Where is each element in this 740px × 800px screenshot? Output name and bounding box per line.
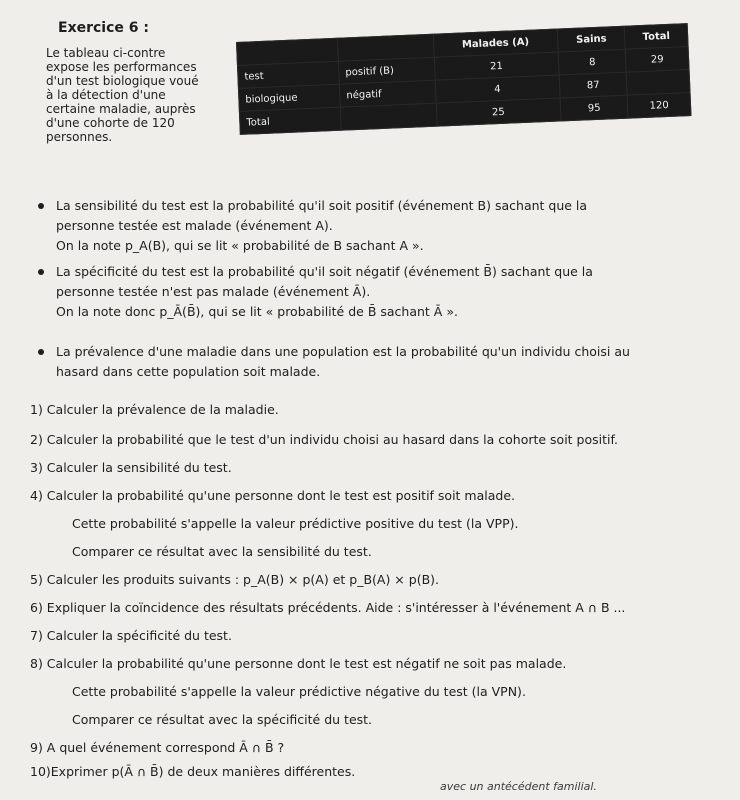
table-cell: 95 [560,95,628,121]
definition-line: personne testée n'est pas malade (événement Ā). [56,284,371,299]
table-cell: 8 [558,49,626,75]
bullet-dot [38,349,44,355]
definition-line: La prévalence d'une maladie dans une population est la probabilité qu'un individu choisi au [56,344,630,359]
intro-line: d'un test biologique voué [46,74,199,88]
definition-line: La spécificité du test est la probabilité qu'il soit négatif (événement B̄) sachant que la [56,264,593,279]
footer-note: avec un antécédent familial. [440,780,597,793]
question-4: 4) Calculer la probabilité qu'une personne dont le test est positif soit malade. [30,488,515,503]
table-header-cell: Sains [557,26,625,52]
table-header-cell: Malades (A) [433,29,558,57]
definition-prevalence [34,342,630,382]
question-4-compare: Comparer ce résultat avec la sensibilité du test. [72,544,372,559]
question-1: 1) Calculer la prévalence de la maladie. [30,402,279,417]
table-cell: 25 [436,98,561,126]
definition-line: On la note p_A(B), qui se lit « probabilité de B sachant A ». [56,238,424,253]
question-5: 5) Calculer les produits suivants : p_A(B) × p(A) et p_B(A) × p(B). [30,572,439,587]
intro-line: expose les performances [46,60,197,74]
table-cell: test [237,61,339,88]
table-cell: biologique [238,84,340,111]
table-cell: 4 [435,75,560,103]
definition-specificite [34,262,593,322]
question-8-note: Cette probabilité s'appelle la valeur prédictive négative du test (la VPN). [72,684,526,699]
question-9: 9) A quel événement correspond Ā ∩ B̄ ? [30,740,285,755]
exercise-title: Exercice 6 : [58,20,149,36]
table-cell: 29 [626,47,690,73]
intro-line: personnes. [46,130,113,144]
intro-line: à la détection d'une [46,88,166,102]
table-cell: négatif [339,80,435,107]
table-cell: positif (B) [338,57,434,84]
question-7: 7) Calculer la spécificité du test. [30,628,232,643]
definition-line: hasard dans cette population soit malade. [56,364,321,379]
exercise-intro [46,46,222,144]
question-10: 10)Exprimer p(Ā ∩ B̄) de deux manières différentes. [30,764,356,779]
table-cell: 21 [434,52,559,80]
intro-line: d'une cohorte de 120 [46,116,175,130]
bullet-dot [38,203,44,209]
table-cell: 120 [627,93,691,119]
definition-line: personne testée est malade (événement A). [56,218,333,233]
question-6: 6) Expliquer la coïncidence des résultats précédents. Aide : s'intéresser à l'événement A ∩ B ... [30,600,626,615]
bullet-dot [38,269,44,275]
table-cell: Total [239,107,341,134]
contingency-table [236,23,691,135]
table-cell [340,103,436,130]
definition-sensibilite [34,196,587,256]
question-4-note: Cette probabilité s'appelle la valeur prédictive positive du test (la VPP). [72,516,519,531]
table-cell: 87 [559,72,627,98]
table-cell [626,70,690,96]
question-3: 3) Calculer la sensibilité du test. [30,460,232,475]
definition-line: La sensibilité du test est la probabilité qu'il soit positif (événement B) sachant que la [56,198,588,213]
question-2: 2) Calculer la probabilité que le test d'un individu choisi au hasard dans la cohorte soit positif. [30,432,618,447]
question-8-compare: Comparer ce résultat avec la spécificité du test. [72,712,373,727]
table-header-cell: Total [625,24,689,50]
question-8: 8) Calculer la probabilité qu'une personne dont le test est négatif ne soit pas malade. [30,656,567,671]
definition-line: On la note donc p_Ā(B̄), qui se lit « probabilité de B̄ sachant Ā ». [56,304,458,319]
intro-line: certaine maladie, auprès [46,102,196,116]
intro-line: Le tableau ci-contre [46,46,166,60]
